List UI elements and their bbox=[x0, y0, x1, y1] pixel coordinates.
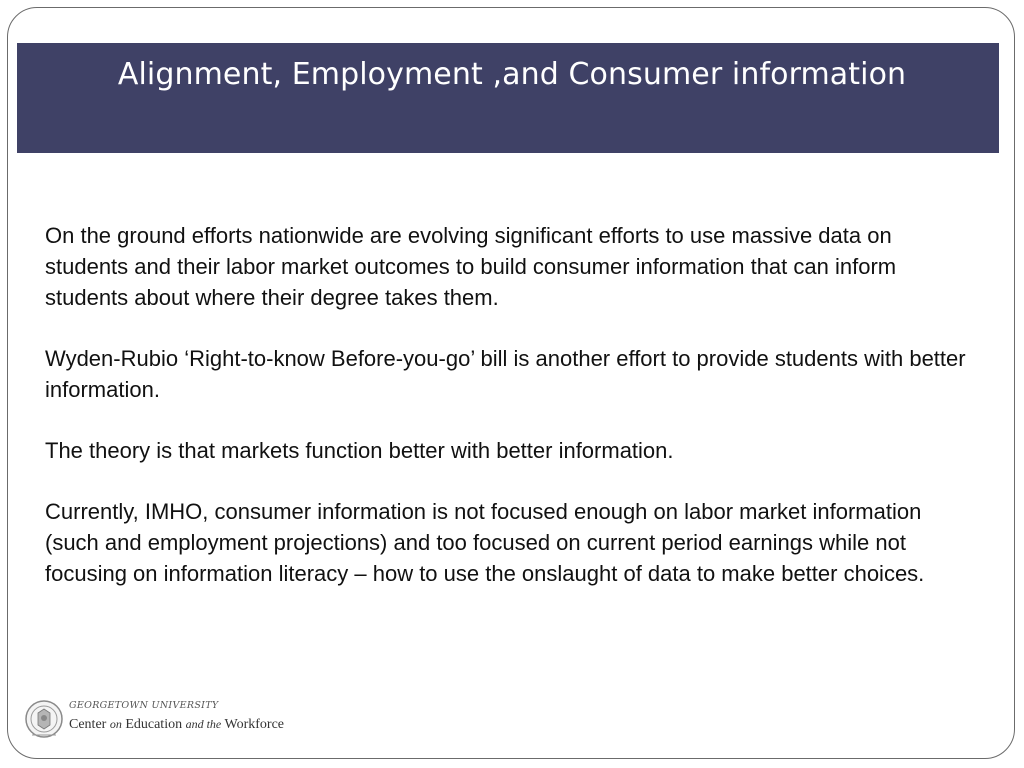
paragraph-currently: Currently, IMHO, consumer information is not focused enough on labor market information (such and employment projections) and too focused on current period earnings while not focusing on information literacy – how to use the onslaught of data to make better choices. bbox=[45, 499, 925, 586]
center-name bbox=[69, 717, 284, 733]
slide-body bbox=[45, 220, 975, 619]
university-seal-icon bbox=[24, 697, 64, 741]
and-the-word: and the bbox=[185, 717, 222, 731]
footer-logo bbox=[24, 695, 314, 745]
paragraph-wyden-rubio: Wyden-Rubio ‘Right-to-know Before-you-go’ bill is another effort to provide students with better information. bbox=[45, 346, 966, 402]
center-word: Center bbox=[69, 717, 107, 732]
paragraph-data-efforts: On the ground efforts nationwide are evolving significant efforts to use massive data on students and their labor market outcomes to build consumer information that can inform students about where their degree takes them. bbox=[45, 223, 897, 310]
slide-title: Alignment, Employment ,and Consumer information bbox=[117, 57, 907, 92]
workforce-word: Workforce bbox=[224, 717, 285, 732]
university-name: GEORGETOWN UNIVERSITY bbox=[69, 700, 219, 711]
paragraph-theory: The theory is that markets function better with better information. bbox=[45, 438, 674, 463]
on-word: on bbox=[109, 717, 122, 731]
education-word: Education bbox=[125, 717, 183, 732]
